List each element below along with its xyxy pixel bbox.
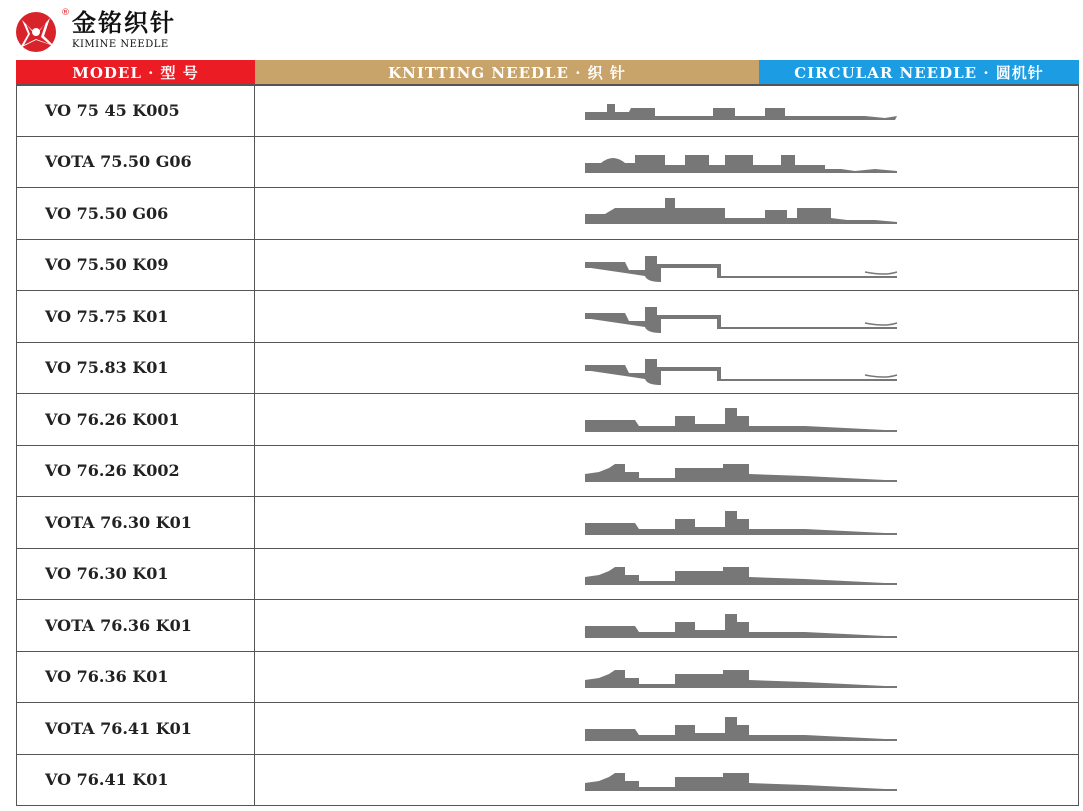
needle-cell: [255, 446, 1078, 497]
needle-profile-e-icon: [585, 402, 905, 438]
table-row: [16, 188, 1079, 240]
model-cell: VO 75.75 K01: [17, 291, 255, 342]
table-row: [16, 394, 1079, 446]
needle-profile-c-icon: [585, 196, 905, 232]
header-knitting-needle: KNITTING NEEDLE · 织 针: [255, 60, 759, 84]
registered-mark: ®: [61, 8, 70, 18]
model-cell: VOTA 75.50 G06: [17, 137, 255, 188]
needle-cell: [255, 137, 1078, 188]
needle-cell: [255, 497, 1078, 548]
needle-profile-d-icon: [585, 351, 905, 387]
needle-profile-e-icon: [585, 711, 905, 747]
brand-name-cn: 金铭织针: [72, 9, 176, 37]
model-cell: VOTA 76.30 K01: [17, 497, 255, 548]
needle-cell: [255, 652, 1078, 703]
table-row: [16, 549, 1079, 601]
model-cell: VO 76.36 K01: [17, 652, 255, 703]
needle-profile-f-icon: [585, 763, 905, 799]
table-row: [16, 291, 1079, 343]
table-row: [16, 497, 1079, 549]
needle-cell: [255, 188, 1078, 239]
needle-profile-e-icon: [585, 608, 905, 644]
needle-profile-a-icon: [585, 94, 905, 130]
model-cell: VO 75.50 K09: [17, 240, 255, 291]
table-row: [16, 755, 1079, 807]
model-cell: VO 75.83 K01: [17, 343, 255, 394]
needle-cell: [255, 240, 1078, 291]
needle-profile-d-icon: [585, 248, 905, 284]
model-cell: VO 76.41 K01: [17, 755, 255, 806]
needle-profile-e-icon: [585, 505, 905, 541]
kimine-logo-icon: [14, 10, 60, 54]
needle-cell: [255, 394, 1078, 445]
needle-cell: [255, 703, 1078, 754]
header-model: MODEL · 型 号: [16, 60, 255, 84]
model-cell: VO 75 45 K005: [17, 86, 255, 136]
header-circular-needle: CIRCULAR NEEDLE · 圆机针: [759, 60, 1079, 84]
table-row: [16, 652, 1079, 704]
model-cell: VOTA 76.36 K01: [17, 600, 255, 651]
needle-cell: [255, 755, 1078, 806]
needle-cell: [255, 549, 1078, 600]
table-row: [16, 446, 1079, 498]
needle-cell: [255, 600, 1078, 651]
model-cell: VOTA 76.41 K01: [17, 703, 255, 754]
needle-profile-f-icon: [585, 454, 905, 490]
brand-logo: [14, 8, 274, 54]
table-row: [16, 137, 1079, 189]
model-cell: VO 75.50 G06: [17, 188, 255, 239]
model-cell: VO 76.30 K01: [17, 549, 255, 600]
brand-name-en: KIMINE NEEDLE: [72, 39, 169, 50]
table-row: [16, 240, 1079, 292]
model-cell: VO 76.26 K001: [17, 394, 255, 445]
table-row: [16, 85, 1079, 137]
model-cell: VO 76.26 K002: [17, 446, 255, 497]
table-header: [16, 60, 1079, 84]
needle-cell: [255, 343, 1078, 394]
needle-profile-f-icon: [585, 660, 905, 696]
table-body: [16, 84, 1079, 806]
needle-cell: [255, 291, 1078, 342]
table-row: [16, 703, 1079, 755]
table-row: [16, 600, 1079, 652]
table-row: [16, 343, 1079, 395]
needle-profile-f-icon: [585, 557, 905, 593]
needle-profile-d-icon: [585, 299, 905, 335]
needle-profile-b-icon: [585, 145, 905, 181]
needle-table: [16, 60, 1079, 806]
needle-cell: [255, 86, 1078, 136]
